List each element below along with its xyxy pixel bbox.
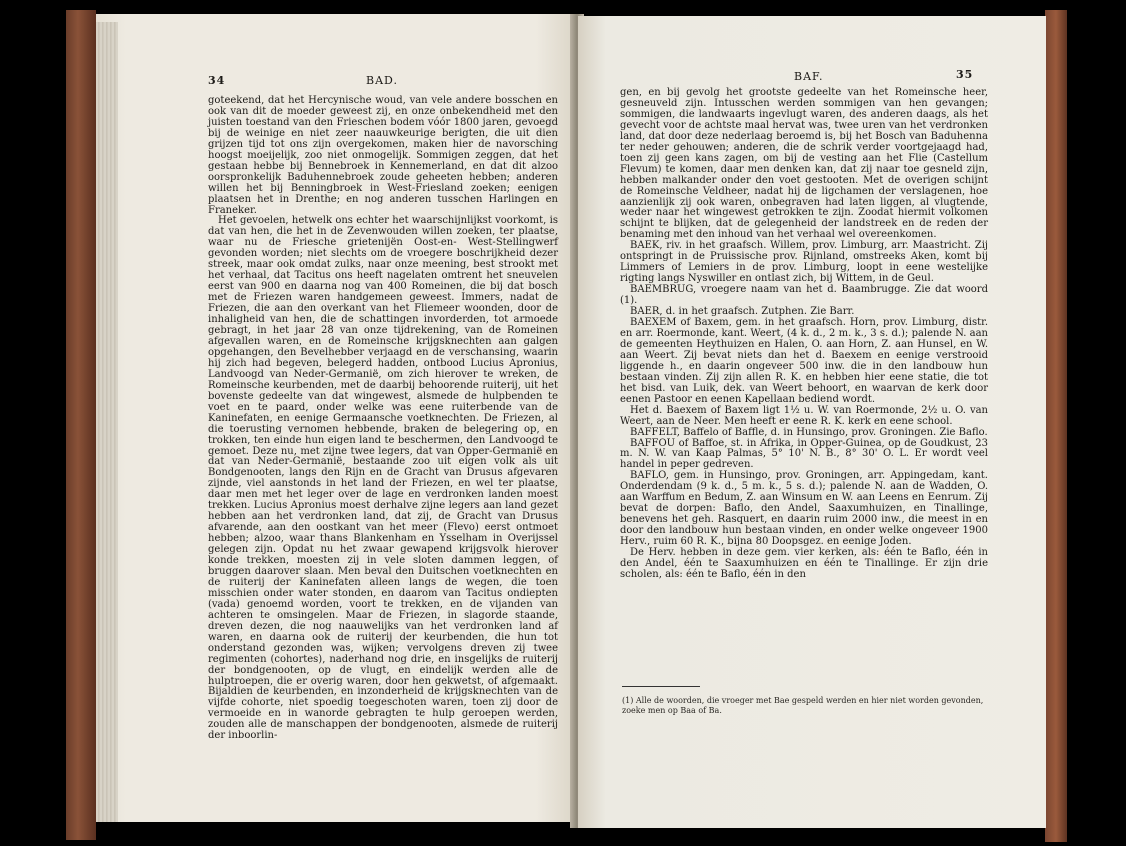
- paragraph: Het gevoelen, hetwelk ons echter het waarschijnlijkst voorkomt, is dat van hen, die het in de Zevenwouden willen zoeken, ter plaatse, waar nu de Friesche grietenijën Oost-en- West-Stellingwerf gevonden worden; niet slechts om de vroegere boschrijkheid dezer streek, maar ook omdat zulks, naar onze meening, best strookt met het verhaal, dat Tacitus ons heeft nagelaten omtrent het sneuvelen eerst van 900 en daarna nog van 400 Romeinen, die bij dat bosch met de Friezen waren handgemeen geweest. Immers, nadat de Friezen, die aan den overkant van het Fliemeer woonden, door de inhaligheid van hen, die de schattingen invorderden, tot armoede gebragt, in het jaar 28 van onze tijdrekening, van de Romeinen afgevallen waren, en de Romeinsche krijgsknechten aan galgen opgehangen, den Bevelhebber verjaagd en de verschansing, waarin hij zich had begeven, belegerd hadden, ontbood Lucius Apronius, Landvoogd van Neder-Germanië, om zich hierover te wreken, de Romeinsche keurbenden, met de daarbij behoorende ruiterij, uit het bovenste gedeelte van dat wingewest, alsmede de hulpbenden te voet en te paard, onder welke was eene ruiterbende van de Kaninefaten, en eenige Germaansche voetknechten. De Friezen, al die toerusting vernomen hebbende, braken de belegering op, en trokken, ten einde hun eigen land te beschermen, den Landvoogd te gemoet. Deze nu, met zijne twee legers, dat van Opper-Germanië en dat van Neder-Germanië, bestaande zoo uit eigen volk als uit Bondgenooten, langs den Rijn en de Gracht van Drusus afgevaren zijnde, viel aanstonds in het land der Friezen, en wel ter plaatse, daar men met het leger over de lage en verdronken landen moest trekken. Lucius Apronius moest derhalve zijne legers aan land gezet hebben aan het verdronken land, dat zij, de Gracht van Drusus afvarende, aan den oostkant van het meer (Flevo) eerst ontmoet hebben; alzoo, waar thans Blankenham en Ysselham in Overijssel gelegen zijn. Opdat nu het zwaar gewapend krijgsvolk hierover konde trekken, moesten zij in vele sloten dammen leggen, of bruggen daarover slaan. Men beval den Duitschen voetknechten en de ruiterij der Kaninefaten alleen langs de wegen, die toen misschien onder water stonden, en daarom van Tacitus ondiepten (vada) genoemd worden, voort te trekken, en de vijanden van achteren te omsingelen. Maar de Friezen, in slagorde staande, dreven dezen, die nog naauwelijks van het verdronken land af waren, en daarna ook de ruiterij der keurbenden, die hun tot onderstand gezonden was, wijken; vervolgens dreven zij twee regimenten (cohortes), naderhand nog drie, en insgelijks de ruiterij der bondgenooten, op de vlugt, en eindelijk werden alle de hulptroepen, die er overig waren, door hen gekwetst, of afgemaakt. Bijaldien de keurbenden, en inzonderheid de krijgsknechten van de vijfde cohorte, niet spoedig toegeschoten waren, toen zij door de vermoeide en in wanorde gebragten te hulp geroepen werden, zouden alle de manschappen der bondgenooten, alsmede de ruiterij der inboorlin-: [208, 215, 558, 742]
- dictionary-entry: BAFFELT, Baffelo of Baffle, d. in Hunsingo, prov. Groningen. Zie Baflo.: [630, 426, 988, 438]
- running-head: BAF.: [794, 70, 824, 83]
- page-number: 34: [208, 74, 226, 87]
- book-cover-left: [66, 10, 96, 840]
- paragraph: goteekend, dat het Hercynische woud, van vele andere bosschen en ook van dit de moeder geweest zij, en onze onbekendheid met den juisten toestand van den Frieschen bodem vóór 1800 jaren, gevoegd bij de weinige en niet zeer naauwkeurige berigten, die uit dien grijzen tijd tot ons zijn overgekomen, maken hier de navorsching hoogst moeijelijk, zoo niet onmogelijk. Sommigen zeggen, dat het gestaan hebbe bij Bennebroek in Kennemerland, en dat dit alzoo oorspronkelijk Baduhennebroek zoude geheeten hebben; anderen willen het bij Benningbroek in West-Friesland zoeken; eenigen plaatsen het in Drenthe; en nog anderen tusschen Harlingen en Franeker.: [208, 95, 558, 216]
- dictionary-entry: BAEMBRUG, vroegere naam van het d. Baambrugge. Zie dat woord (1).: [620, 284, 988, 307]
- dictionary-entry: BAER, d. in het graafsch. Zutphen. Zie Barr.: [630, 306, 855, 318]
- footnote-rule: [622, 686, 700, 687]
- dictionary-entry: BAFLO, gem. in Hunsingo, prov. Groningen, arr. Appingedam, kant. Onderdendam (9 k. d., 5 m. k., 5 s. d.); palende N. aan de Wadden, O. aan Warffum en Bedum, Z. aan Winsum en W. aan Leens en Eenrum. Zij bevat de dorpen: Baflo, den Andel, Saaxumhuizen, en Tinallinge, benevens het geh. Rasquert, en daarin ruim 2000 inw., die meest in en door den landbouw hun bestaan vinden, en onder welke ongeveer 1900 Herv., ruim 60 R. K., bijna 80 Doopsgez. en eenige Joden.: [620, 470, 988, 548]
- left-page: [96, 14, 574, 822]
- page-edges: [96, 22, 118, 822]
- dictionary-entry: BAEK, riv. in het graafsch. Willem, prov. Limburg, arr. Maastricht. Zij ontspringt in de Pruissische prov. Rijnland, omstreeks Aken, komt bij Limmers of Lemiers in de prov. Limburg, loopt in eene westelijke rigting langs Nyswiller en ontlast zich, bij Wittem, in de Geul.: [620, 240, 988, 285]
- paragraph: gen, en bij gevolg het grootste gedeelte van het Romeinsche heer, gesneuveld zijn. Intusschen werden sommigen van hen gevangen; sommigen, die landwaarts ingevlugt waren, des anderen daags, als het gevecht voor de achtste maal hervat was, twee uren van het verdronken land, dat door deze nederlaag beroemd is, bij het Bosch van Baduhenna ter neder gehouwen; anderen, die de schrik verder voortgejaagd had, toen zij geen kans zagen, om bij de vesting aan het Flie (Castellum Flevum) te komen, daar men denken kan, dat zij naar toe gesneld zijn, hebben malkander onder den voet gestooten. Met de overigen schijnt de Romeinsche Veldheer, nadat hij de ligchamen der verslagenen, hoe aanzienlijk zij ook waren, onbegraven had laten liggen, al vlugtende, weder naar het wingewest getrokken te zijn. Zoodat hiermit volkomen schijnt te blijken, dat de gelegenheid der landstreek en de reden der benaming met den inhoud van het verhaal wel overeenkomen.: [620, 87, 988, 241]
- dictionary-entry: BAEXEM of Baxem, gem. in het graafsch. Horn, prov. Limburg, distr. en arr. Roermonde, kant. Weert, (4 k. d., 2 m. k., 3 s. d.); palende N. aan de gemeenten Heythuizen en Halen, O. aan Horn, Z. aan Hunsel, en W. aan Weert. Zij bevat niets dan het d. Baexem en eenige verstrooid liggende h., en daarin ongeveer 500 inw. die in den landbouw hun bestaan vinden. Zij zijn allen R. K. en hebben hier eene statie, die tot het bisd. van Luik, dek. van Weert behoort, en waarvan de kerk door eenen Pastoor en eenen Kapellaan bediend wordt.: [620, 317, 988, 405]
- running-head: BAD.: [366, 74, 398, 87]
- dictionary-entry: BAFFOU of Baffoe, st. in Afrika, in Opper-Guinea, op de Goudkust, 23 m. N. W. van Kaap Palmas, 5° 10' N. B., 8° 30' O. L. Er wordt veel handel in peper gedreven.: [620, 437, 988, 471]
- page-number: 35: [956, 68, 974, 81]
- footnote: (1) Alle de woorden, die vroeger met Bae gespeld werden en hier niet worden gevonden, zoeke men op Baa of Ba.: [622, 696, 984, 715]
- right-page: [578, 16, 1046, 828]
- book-cover-right: [1045, 10, 1067, 842]
- body-text: [620, 88, 988, 581]
- paragraph: Het d. Baexem of Baxem ligt 1½ u. W. van Roermonde, 2½ u. O. van Weert, aan de Neer. Men heeft er eene R. K. kerk en eene school.: [620, 404, 988, 427]
- paragraph: De Herv. hebben in deze gem. vier kerken, als: één te Baflo, één in den Andel, één te Saaxumhuizen en één te Tinallinge. Er zijn drie scholen, als: één te Baflo, één in den: [620, 547, 988, 580]
- body-text: [208, 96, 558, 742]
